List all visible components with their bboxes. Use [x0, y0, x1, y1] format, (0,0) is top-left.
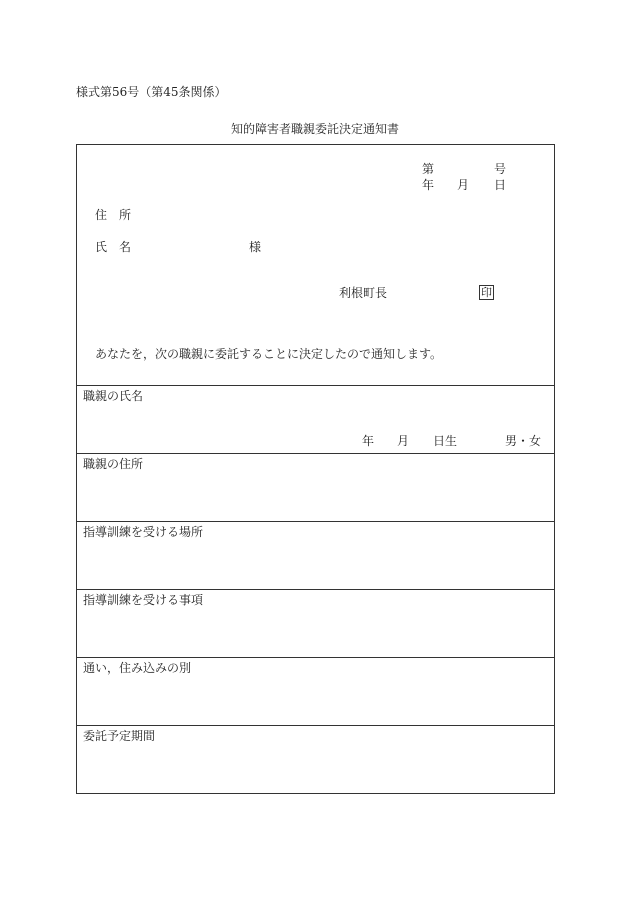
birth-year-label: 年 [362, 434, 375, 448]
honorific-sama: 様 [249, 240, 262, 254]
number-prefix: 第 [422, 162, 435, 176]
divider-3 [77, 521, 554, 522]
divider-1 [77, 385, 554, 386]
label-training-items: 指導訓練を受ける事項 [83, 593, 204, 607]
seal-text: 印 [481, 286, 492, 299]
seal-mark [479, 285, 494, 300]
label-shokuoya-name: 職親の氏名 [83, 389, 144, 403]
address-label: 住 所 [95, 208, 132, 222]
form-number: 様式第56号（第45条関係） [76, 85, 227, 99]
issuer-title: 利根町長 [339, 286, 388, 300]
name-label: 氏 名 [95, 240, 132, 254]
number-suffix: 号 [494, 162, 507, 176]
notice-text: あなたを，次の職親に委託することに決定したので通知します。 [95, 347, 443, 361]
label-training-place: 指導訓練を受ける場所 [83, 525, 204, 539]
date-month-label: 月 [457, 178, 470, 192]
birth-month-label: 月 [397, 434, 410, 448]
document-title: 知的障害者職親委託決定通知書 [230, 122, 399, 136]
divider-4 [77, 589, 554, 590]
divider-2 [77, 453, 554, 454]
label-period: 委託予定期間 [83, 729, 156, 743]
label-commute-type: 通い，住み込みの別 [83, 661, 192, 675]
date-year-label: 年 [422, 178, 435, 192]
date-day-label: 日 [494, 178, 507, 192]
divider-6 [77, 725, 554, 726]
gender-field: 男・女 [505, 434, 542, 448]
form-frame [76, 144, 555, 794]
divider-5 [77, 657, 554, 658]
birth-day-label: 日生 [433, 434, 458, 448]
label-shokuoya-address: 職親の住所 [83, 457, 144, 471]
